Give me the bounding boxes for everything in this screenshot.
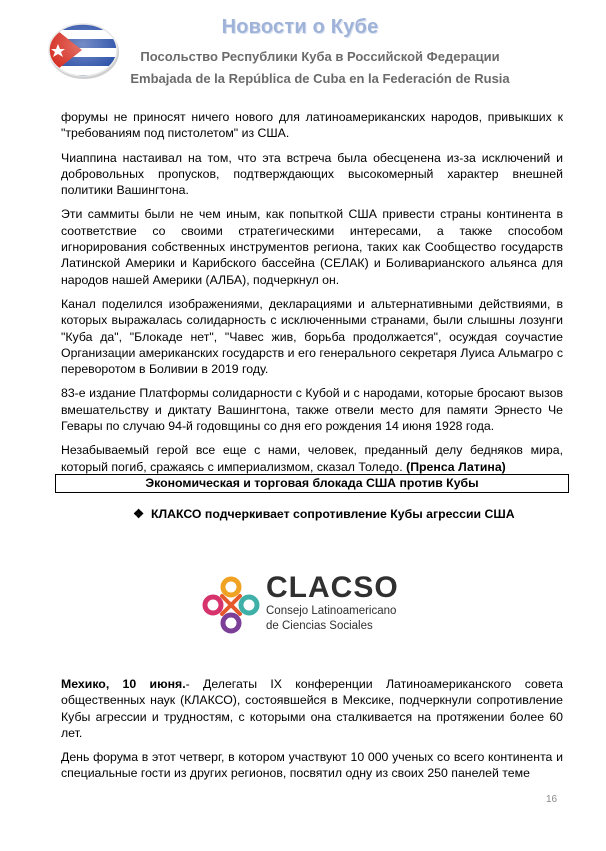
paragraph: Эти саммиты были не чем иным, как попыткой США привести страны континента в соответствие со своими стратегическими интересами, а также способом игнорирования собственных инструментов региона, таких как Сообщество государств Латинской Америки и Карибского бассейна (СЕЛАК) и Боливарианского альянса для народов нашей Америки (АЛБА), подчеркнул он.: [61, 207, 563, 287]
source-credit: (Пренса Латина): [406, 459, 506, 474]
cuba-flag-logo: [44, 20, 122, 80]
paragraph: День форума в этот четверг, в котором участвуют 10 000 ученых со всего континента и специальные гости из других регионов, посвятил одну из своих 250 панелей теме: [61, 750, 563, 781]
paragraph: Канал поделился изображениями, декларациями и альтернативными действиями, в которых выражалась солидарность с исключенными странами, были слышны лозунги "Куба да", "Блокаде нет", "Чавес жив, борьба продолжается", осуждая соучастие Организации американских государств и его генерального секретаря Луиса Альмагро с переворотом в Боливии в 2019 году.: [61, 296, 563, 377]
dateline: Мехико, 10 июня.: [61, 677, 186, 691]
page-number: 16: [546, 794, 558, 805]
clacso-emblem-icon: [200, 574, 262, 636]
header-subtitle-es: Embajada de la República de Cuba en la Federación de Rusia: [130, 71, 510, 86]
diamond-bullet-icon: ❖: [133, 507, 145, 521]
paragraph: Чиаппина настаивал на том, что эта встреча была обесценена из-за исключений и добровольных пропусков, подтверждающих высокомерный характер внешней политики Вашингтона.: [61, 150, 563, 198]
article-continuation: [61, 109, 563, 483]
section-banner: Экономическая и торговая блокада США против Кубы: [55, 474, 569, 493]
article-headline: [133, 507, 515, 521]
page-header: [0, 0, 606, 100]
paragraph: [61, 676, 563, 741]
clacso-subtitle-line2: de Ciencias Sociales: [266, 620, 373, 632]
paragraph: 83-е издание Платформы солидарности с Кубой и с народами, которые бросают вызов вмешательству и диктату Вашингтона, также отвели место для памяти Эрнесто Че Гевары по случаю 94-й годовщины со дня его рождения 14 июня 1928 года.: [61, 386, 563, 434]
headline-text: КЛАКСО подчеркивает сопротивление Кубы агрессии США: [151, 507, 515, 521]
header-title: Новости о Кубе: [221, 16, 379, 38]
clacso-logo: [200, 568, 430, 640]
paragraph-text: - Делегаты IX конференции Латиноамериканского совета общественных наук (КЛАКСО), состоявшейся в Мексике, подчеркнули сопротивление Кубы агрессии и трудностям, с которыми она сталкивается на протяжении более 60 лет.: [61, 677, 563, 740]
paragraph-text: Незабываемый герой все еще с нами, человек, преданный делу бедняков мира, который погиб, сражаясь с империализмом, сказал Толедо.: [61, 443, 563, 474]
paragraph-last: [61, 442, 563, 475]
clacso-name: CLACSO: [266, 571, 399, 604]
clacso-subtitle-line1: Consejo Latinoamericano: [266, 605, 397, 617]
header-subtitle-ru: Посольство Республики Куба в Российской Федерации: [140, 49, 500, 64]
paragraph: форумы не приносят ничего нового для латиноамериканских народов, привыкших к "требованиям под пистолетом" из США.: [61, 110, 563, 141]
article-body: [61, 676, 563, 790]
